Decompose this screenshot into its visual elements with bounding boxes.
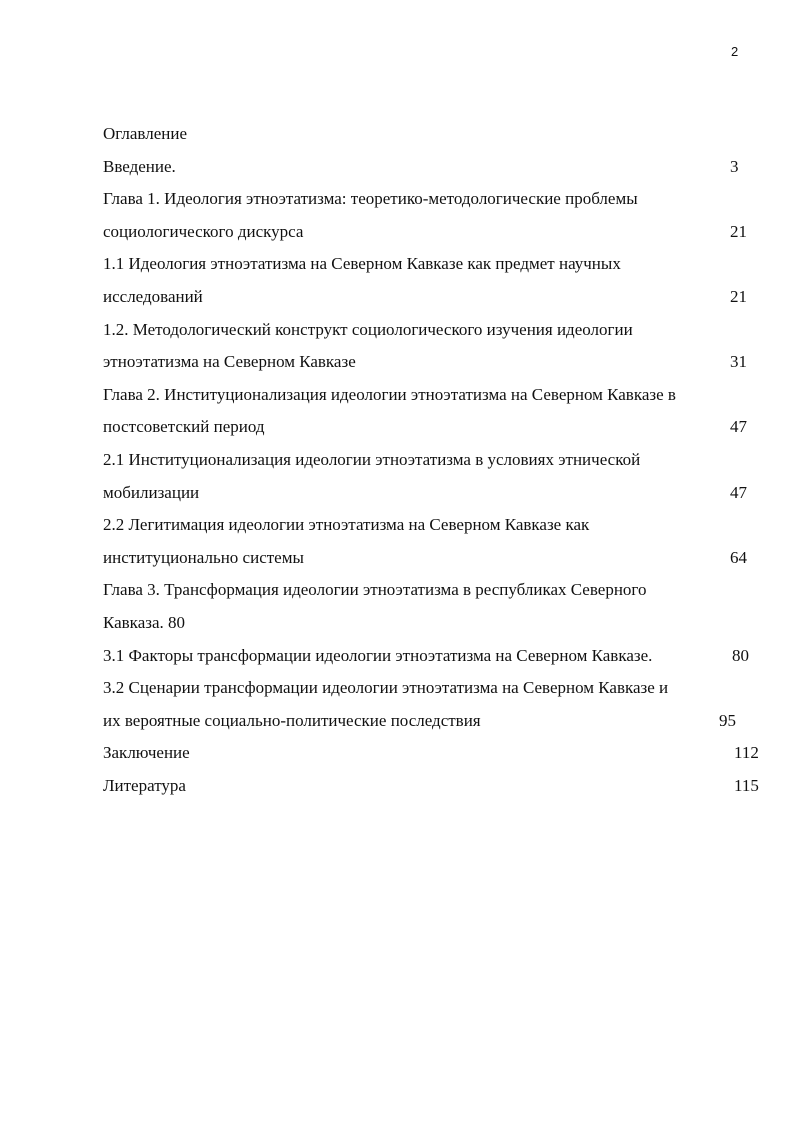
toc-entry-page: 47 (730, 417, 747, 437)
toc-entry-title: Глава 1. Идеология этноэтатизма: теоретико-методологические проблемы (103, 189, 638, 209)
toc-entry-chapter-3-cont (103, 607, 763, 640)
toc-entry-section-2-2 (103, 509, 763, 542)
toc-entry-title-cont: постсоветский период (103, 417, 265, 437)
toc-heading: Оглавление (103, 124, 187, 143)
toc-entry-chapter-1-cont (103, 216, 763, 249)
toc-entry-title-cont: исследований (103, 286, 203, 306)
toc-entry-page: 64 (730, 547, 747, 567)
toc-entry-title-cont: мобилизации (103, 482, 200, 502)
toc-entry-page: 3 (730, 156, 739, 176)
toc-entry-title: 1.1 Идеология этноэтатизма на Северном Кавказе как предмет научных (103, 254, 621, 274)
toc-entry-title: 2.2 Легитимация идеологии этноэтатизма на Северном Кавказе как (103, 515, 590, 535)
toc-entry-title: Введение. (103, 156, 176, 176)
toc-entry-page: 31 (730, 352, 747, 372)
toc-entry-section-1-1-cont (103, 281, 763, 314)
toc-entry-section-3-2-cont (103, 705, 763, 738)
toc-entry-title: 3.2 Сценарии трансформации идеологии этноэтатизма на Северном Кавказе и (103, 678, 669, 698)
toc-entry-title-cont: социологического дискурса (103, 221, 304, 241)
toc-heading-line (103, 118, 763, 151)
toc-entry-title: Глава 3. Трансформация идеологии этноэтатизма в республиках Северного (103, 580, 647, 600)
toc-entry-section-3-2 (103, 672, 763, 705)
toc-entry-title: 1.2. Методологический конструкт социологического изучения идеологии (103, 319, 633, 339)
toc-entry-title: 3.1 Факторы трансформации идеологии этноэтатизма на Северном Кавказе. (103, 645, 653, 665)
toc-entry-section-2-2-cont (103, 542, 763, 575)
toc-entry-page: 47 (730, 482, 747, 502)
toc-entry-page: 112 (734, 743, 759, 763)
table-of-contents (103, 118, 763, 802)
toc-entry-title-cont: этноэтатизма на Северном Кавказе (103, 352, 356, 372)
toc-entry-section-1-2-cont (103, 346, 763, 379)
toc-entry-page: 115 (734, 775, 759, 795)
toc-entry-title: 2.1 Институционализация идеологии этноэтатизма в условиях этнической (103, 449, 641, 469)
toc-entry-page: 80 (732, 645, 749, 665)
toc-entry-title-cont: институционально системы (103, 547, 304, 567)
toc-entry-title: Глава 2. Институционализация идеологии этноэтатизма на Северном Кавказе в (103, 384, 676, 404)
toc-entry-conclusion (103, 737, 763, 770)
toc-entry-page: 21 (730, 286, 747, 306)
toc-entry-chapter-3 (103, 574, 763, 607)
toc-entry-title: Заключение (103, 743, 190, 763)
toc-entry-title: Литература (103, 775, 186, 795)
toc-entry-literature (103, 770, 763, 803)
toc-entry-chapter-2-cont (103, 411, 763, 444)
page-number: 2 (731, 44, 739, 59)
toc-entry-intro (103, 151, 763, 184)
toc-entry-section-3-1 (103, 640, 763, 673)
toc-entry-section-2-1 (103, 444, 763, 477)
toc-entry-page: 95 (719, 710, 736, 730)
toc-entry-page: 21 (730, 221, 747, 241)
toc-entry-section-1-1 (103, 248, 763, 281)
toc-entry-section-2-1-cont (103, 477, 763, 510)
toc-entry-section-1-2 (103, 314, 763, 347)
toc-entry-title-cont: Кавказа. 80 (103, 612, 185, 632)
toc-entry-chapter-2 (103, 379, 763, 412)
toc-entry-chapter-1 (103, 183, 763, 216)
toc-entry-title-cont: их вероятные социально-политические последствия (103, 710, 481, 730)
